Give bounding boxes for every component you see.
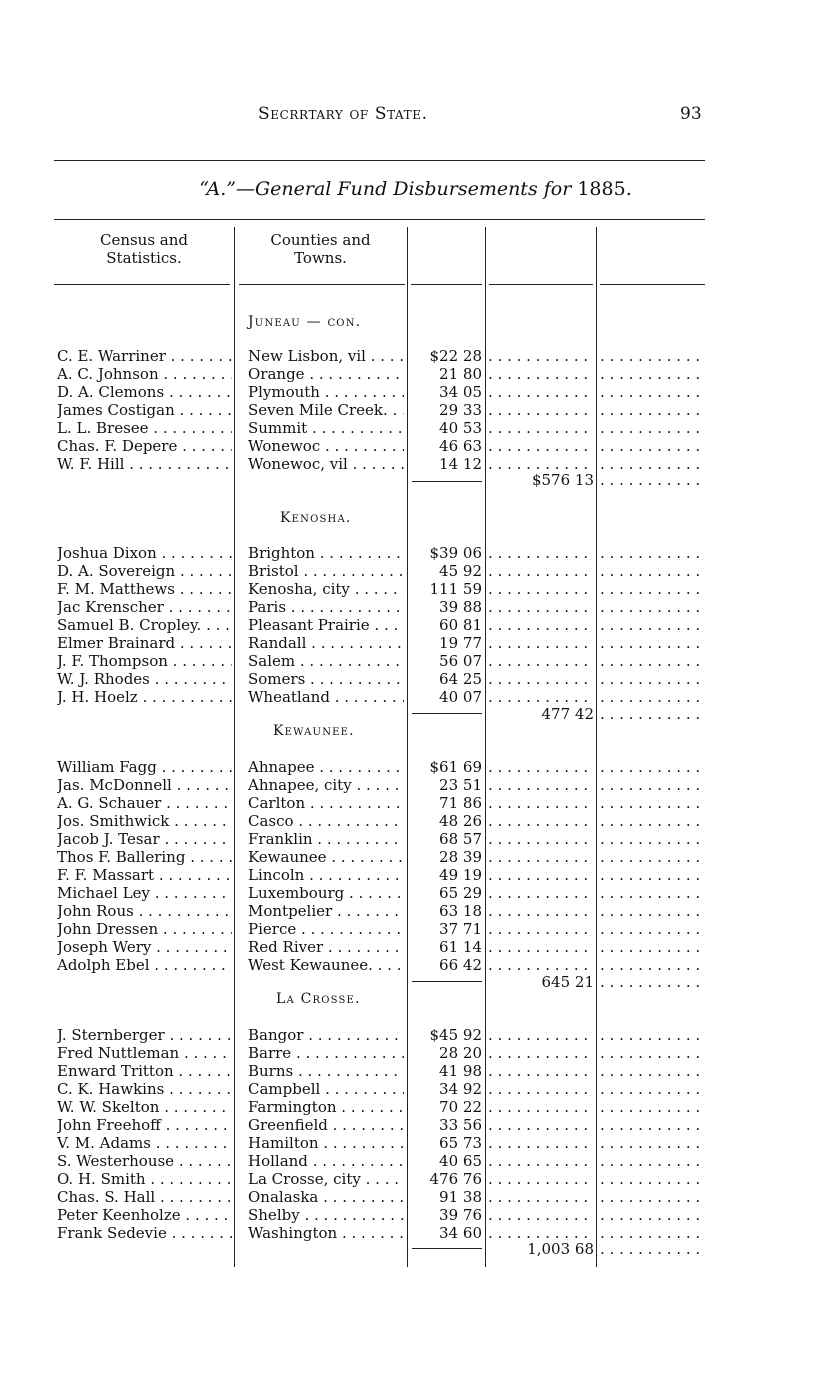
census-taker: John Dressen . . . [57,920,232,938]
leader-dots [600,652,705,670]
leader-dots [488,419,594,437]
table-row [0,902,831,920]
table-row [0,419,831,437]
amount: 65 29 [439,884,482,902]
caption-year: 1885. [577,178,632,200]
amount: 40 53 [439,419,482,437]
amount: 33 56 [439,1116,482,1134]
amount: 68 57 [439,830,482,848]
table-row [0,598,831,616]
town: Salem . . . [248,652,404,670]
leader-dots [488,544,594,562]
census-taker: Adolph Ebel . . . [57,956,232,974]
census-taker: Joshua Dixon . . . [57,544,232,562]
amount: 476 76 [429,1170,482,1188]
town: Greenfield . . . [248,1116,404,1134]
town: Ahnapee . . . [248,758,404,776]
amount: $22 28 [429,347,482,365]
subtotal-row [0,973,831,991]
census-taker: Thos F. Ballering . . . [57,848,232,866]
leader-dots [488,347,594,365]
amount: 61 14 [439,938,482,956]
leader-dots [488,652,594,670]
running-head [0,104,831,130]
county-total: 477 42 [541,705,594,723]
town: Pierce . . . [248,920,404,938]
leader-dots [600,1188,705,1206]
leader-dots [488,758,594,776]
amount: 60 81 [439,616,482,634]
leader-dots [488,1188,594,1206]
leader-dots [600,776,705,794]
county-heading: Kenosha. [280,510,352,526]
leader-dots [600,419,705,437]
census-taker: S. Westerhouse . . . [57,1152,232,1170]
census-taker: A. C. Johnson . . . [57,365,232,383]
town: Randall . . . [248,634,404,652]
amount: 21 80 [439,365,482,383]
header-underline [600,284,705,285]
town: Franklin . . . [248,830,404,848]
amount: 39 76 [439,1206,482,1224]
page-number: 93 [680,104,702,124]
amount: 28 20 [439,1044,482,1062]
leader-dots [488,580,594,598]
leader-dots [488,401,594,419]
census-taker: W. W. Skelton . . . [57,1098,232,1116]
census-taker: Jas. McDonnell . . . [57,776,232,794]
town: Wonewoc . . . [248,437,404,455]
census-taker: Enward Tritton . . . [57,1062,232,1080]
town: Onalaska . . . [248,1188,404,1206]
amount: 23 51 [439,776,482,794]
leader-dots [600,956,705,974]
town: Luxembourg . . . [248,884,404,902]
subtotal-row [0,705,831,723]
leader-dots [600,688,705,706]
leader-dots [600,365,705,383]
table-row [0,920,831,938]
leader-dots [488,383,594,401]
town: Pleasant Prairie . . . [248,616,404,634]
leader-dots [488,902,594,920]
amount: 64 25 [439,670,482,688]
table-row [0,812,831,830]
leader-dots [488,562,594,580]
header-underline [411,284,482,285]
amount: 39 88 [439,598,482,616]
amount: 66 42 [439,956,482,974]
caption-text: “A.”—General Fund Disbursements for [199,178,578,200]
county-total: $576 13 [531,471,594,489]
census-taker: Jos. Smithwick . . . [57,812,232,830]
census-taker: Fred Nuttleman . . . [57,1044,232,1062]
table-row [0,688,831,706]
table-row [0,1116,831,1134]
leader-dots [488,866,594,884]
census-taker: C. K. Hawkins . . . [57,1080,232,1098]
leader-dots [600,705,705,723]
leader-dots [488,1170,594,1188]
table-row [0,848,831,866]
table-row [0,758,831,776]
leader-dots [488,670,594,688]
leader-dots [488,938,594,956]
table-row [0,544,831,562]
leader-dots [488,1206,594,1224]
amount: 45 92 [439,562,482,580]
town: La Crosse, city . . . [248,1170,404,1188]
census-taker: C. E. Warriner . . . [57,347,232,365]
top-rule [54,160,705,161]
amount: 71 86 [439,794,482,812]
leader-dots [600,670,705,688]
leader-dots [600,812,705,830]
leader-dots [488,1152,594,1170]
leader-dots [600,1080,705,1098]
town: Bristol . . . [248,562,404,580]
leader-dots [488,1062,594,1080]
leader-dots [488,1026,594,1044]
table-row [0,1134,831,1152]
leader-dots [488,616,594,634]
census-taker: J. F. Thompson . . . [57,652,232,670]
leader-dots [600,616,705,634]
census-taker: Jacob J. Tesar . . . [57,830,232,848]
leader-dots [488,598,594,616]
county-total: 645 21 [541,973,594,991]
census-taker: John Rous . . . [57,902,232,920]
census-taker: Frank Sedevie . . . [57,1224,232,1242]
amount: 41 98 [439,1062,482,1080]
leader-dots [600,902,705,920]
header-underline [239,284,405,285]
table-row [0,401,831,419]
amount: 34 92 [439,1080,482,1098]
census-taker: F. F. Massart . . . [57,866,232,884]
amount: $39 06 [429,544,482,562]
amount: 34 60 [439,1224,482,1242]
leader-dots [488,848,594,866]
leader-dots [600,1152,705,1170]
amount: 111 59 [429,580,482,598]
town: Lincoln . . . [248,866,404,884]
table-row [0,776,831,794]
town: Orange . . . [248,365,404,383]
town: Campbell . . . [248,1080,404,1098]
amount: 49 19 [439,866,482,884]
town: Casco . . . [248,812,404,830]
table-row [0,1062,831,1080]
town: Paris . . . [248,598,404,616]
leader-dots [600,1044,705,1062]
census-taker: William Fagg . . . [57,758,232,776]
town: Shelby . . . [248,1206,404,1224]
table-row [0,670,831,688]
census-taker: Samuel B. Cropley. . . . [57,616,232,634]
table-row [0,1188,831,1206]
town: New Lisbon, vil . . . [248,347,404,365]
leader-dots [600,1134,705,1152]
amount: $61 69 [429,758,482,776]
amount: 70 22 [439,1098,482,1116]
town: Bangor . . . [248,1026,404,1044]
leader-dots [600,1206,705,1224]
running-head-title: Secrrtary of State. [258,104,428,124]
leader-dots [488,956,594,974]
leader-dots [488,1116,594,1134]
leader-dots [488,1044,594,1062]
amount: 48 26 [439,812,482,830]
subtotal-row [0,1240,831,1258]
table-row [0,437,831,455]
town: Ahnapee, city . . . [248,776,404,794]
census-taker: Elmer Brainard . . . [57,634,232,652]
town: Wonewoc, vil . . . [248,455,404,473]
leader-dots [600,830,705,848]
leader-dots [488,634,594,652]
table-row [0,1206,831,1224]
table-row [0,938,831,956]
amount: 91 38 [439,1188,482,1206]
census-taker: Michael Ley . . . [57,884,232,902]
town: Holland . . . [248,1152,404,1170]
table-row [0,1098,831,1116]
census-taker: A. G. Schauer . . . [57,794,232,812]
census-taker: V. M. Adams . . . [57,1134,232,1152]
leader-dots [600,1116,705,1134]
table-row [0,1152,831,1170]
town: Carlton . . . [248,794,404,812]
town: Somers . . . [248,670,404,688]
leader-dots [488,688,594,706]
leader-dots [600,794,705,812]
census-taker: John Freehoff . . . [57,1116,232,1134]
leader-dots [600,758,705,776]
leader-dots [488,920,594,938]
leader-dots [600,634,705,652]
census-taker: Chas. S. Hall . . . [57,1188,232,1206]
town: Barre . . . [248,1044,404,1062]
town: Seven Mile Creek. . . . [248,401,404,419]
table-row [0,580,831,598]
town: Burns . . . [248,1062,404,1080]
leader-dots [600,938,705,956]
table-row [0,1170,831,1188]
leader-dots [488,365,594,383]
table-row [0,383,831,401]
census-taker: Chas. F. Depere . . . [57,437,232,455]
leader-dots [600,1062,705,1080]
leader-dots [600,1098,705,1116]
county-heading: Kewaunee. [273,723,355,739]
census-taker: D. A. Clemons . . . [57,383,232,401]
town: Hamilton . . . [248,1134,404,1152]
column-header-counties: Counties and Towns. [270,231,371,267]
amount: 65 73 [439,1134,482,1152]
amount: 46 63 [439,437,482,455]
leader-dots [600,544,705,562]
leader-dots [600,920,705,938]
leader-dots [600,383,705,401]
town: Red River . . . [248,938,404,956]
table-row [0,884,831,902]
town: West Kewaunee. . . . [248,956,404,974]
table-caption [0,178,831,200]
leader-dots [488,830,594,848]
town: Farmington . . . [248,1098,404,1116]
census-taker: D. A. Sovereign . . . [57,562,232,580]
table-row [0,830,831,848]
town: Summit . . . [248,419,404,437]
table-row [0,1026,831,1044]
header-underline [489,284,593,285]
table-row [0,1080,831,1098]
table-row [0,616,831,634]
amount: 37 71 [439,920,482,938]
table-row [0,652,831,670]
census-taker: Peter Keenholze . . . [57,1206,232,1224]
table-row [0,1044,831,1062]
town: Kenosha, city . . . [248,580,404,598]
leader-dots [600,884,705,902]
county-heading: La Crosse. [276,991,361,1007]
caption-rule [54,219,705,220]
leader-dots [488,812,594,830]
county-total: 1,003 68 [527,1240,594,1258]
leader-dots [600,866,705,884]
leader-dots [600,471,705,489]
leader-dots [600,562,705,580]
leader-dots [488,1134,594,1152]
leader-dots [600,580,705,598]
amount: 40 07 [439,688,482,706]
county-heading: Juneau — con. [248,314,362,330]
amount: 56 07 [439,652,482,670]
leader-dots [488,884,594,902]
table-row [0,866,831,884]
leader-dots [600,1170,705,1188]
table-row [0,347,831,365]
census-taker: Joseph Wery . . . [57,938,232,956]
table-row [0,956,831,974]
leader-dots [600,347,705,365]
amount: 40 65 [439,1152,482,1170]
leader-dots [600,1026,705,1044]
table-row [0,365,831,383]
amount: 28 39 [439,848,482,866]
census-taker: Jac Krenscher . . . [57,598,232,616]
town: Kewaunee . . . [248,848,404,866]
header-underline [54,284,230,285]
census-taker: J. H. Hoelz . . . [57,688,232,706]
town: Wheatland . . . [248,688,404,706]
leader-dots [600,973,705,991]
leader-dots [488,1080,594,1098]
leader-dots [600,437,705,455]
leader-dots [600,848,705,866]
amount: 63 18 [439,902,482,920]
town: Washington . . . [248,1224,404,1242]
column-header-census: Census and Statistics. [99,231,189,267]
town: Brighton . . . [248,544,404,562]
census-taker: W. F. Hill . . . [57,455,232,473]
leader-dots [488,794,594,812]
subtotal-row [0,471,831,489]
census-taker: J. Sternberger . . . [57,1026,232,1044]
amount: $45 92 [429,1026,482,1044]
table-row [0,634,831,652]
leader-dots [488,437,594,455]
leader-dots [600,1240,705,1258]
census-taker: W. J. Rhodes . . . [57,670,232,688]
town: Montpelier . . . [248,902,404,920]
table-row [0,562,831,580]
leader-dots [488,1098,594,1116]
amount: 14 12 [439,455,482,473]
amount: 34 05 [439,383,482,401]
table-row [0,794,831,812]
amount: 19 77 [439,634,482,652]
leader-dots [600,401,705,419]
census-taker: O. H. Smith . . . [57,1170,232,1188]
census-taker: L. L. Bresee . . . [57,419,232,437]
census-taker: James Costigan . . . [57,401,232,419]
census-taker: F. M. Matthews . . . [57,580,232,598]
town: Plymouth . . . [248,383,404,401]
leader-dots [600,598,705,616]
amount: 29 33 [439,401,482,419]
leader-dots [488,776,594,794]
